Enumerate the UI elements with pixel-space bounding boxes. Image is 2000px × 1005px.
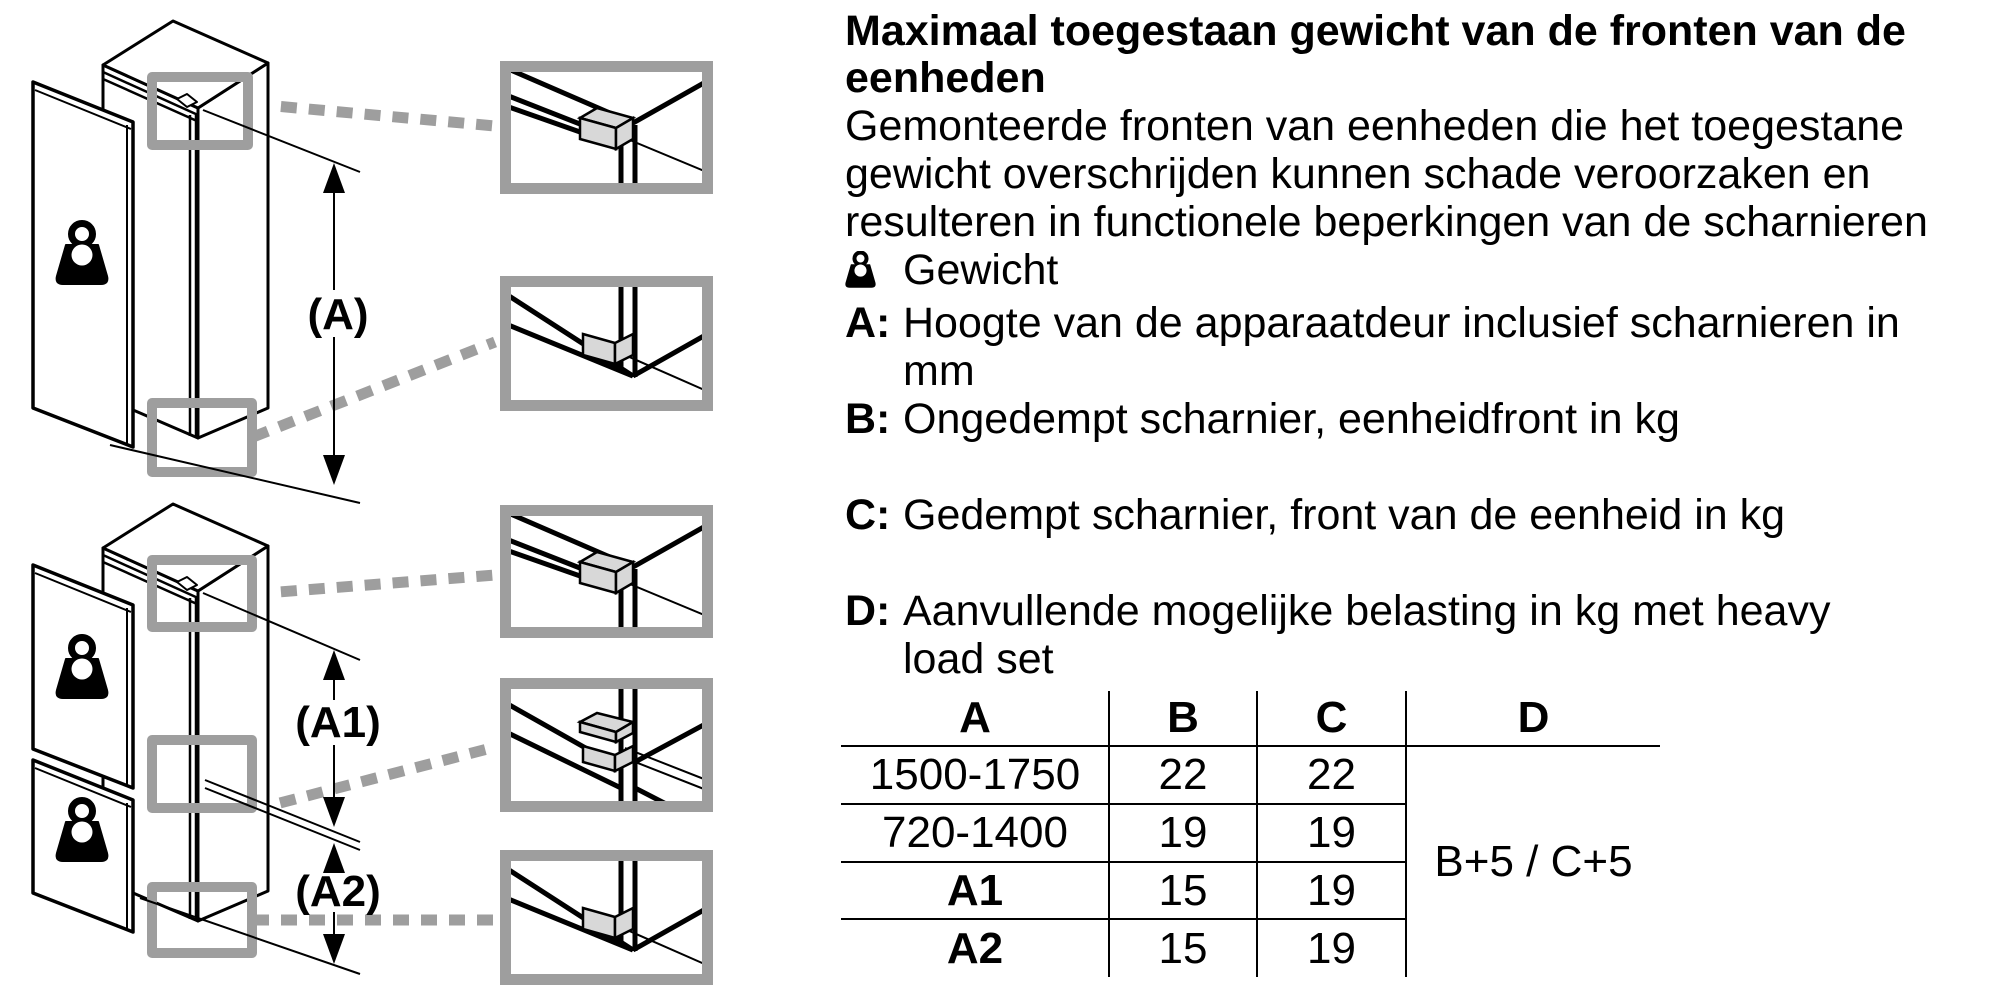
legend: [845, 246, 1970, 683]
intro-paragraph: [845, 102, 1970, 246]
fridge-combi-figure: [33, 504, 268, 953]
page-title-line1: Maximaal toegestaan gewicht van de fronten van de: [845, 7, 1906, 55]
table-cell-c2: 19: [1307, 808, 1356, 857]
legend-text-d-line1: Aanvullende mogelijke belasting in kg met heavy: [903, 587, 1831, 635]
fridge-single-figure: [33, 21, 268, 472]
legend-item-weight: [845, 246, 1970, 299]
table-cell-b4: 15: [1158, 923, 1208, 973]
table-cell-b2: 19: [1158, 808, 1208, 857]
table-cell-c1: 22: [1307, 750, 1356, 799]
legend-item-c: [845, 491, 1970, 539]
table-cell-d-merged: B+5 / C+5: [1434, 837, 1633, 886]
hinge-detail-callout-4: [506, 684, 710, 827]
hinge-detail-callout-3: [506, 511, 710, 633]
page-title-line2: eenheden: [845, 54, 1046, 102]
arrow-down-icon: [323, 455, 345, 485]
weight-icon: [845, 246, 903, 299]
page-title: [845, 8, 1970, 102]
legend-text-b: Ongedempt scharnier, eenheidfront in kg: [903, 395, 1680, 443]
legend-item-a: [845, 299, 1970, 395]
spec-table: [841, 691, 1661, 977]
table-cell-c3: 19: [1307, 865, 1356, 915]
text-column: [845, 8, 1970, 683]
table-header-c: C: [1315, 693, 1348, 742]
legend-text-a: [903, 299, 1970, 395]
arrow-down-icon: [323, 934, 345, 964]
table-cell-b1: 22: [1158, 750, 1208, 799]
legend-text-a-line2: mm: [903, 347, 975, 395]
hinge-detail-callout-1: [506, 67, 710, 189]
diagram-canvas: [0, 0, 820, 1000]
arrow-up-icon: [323, 650, 345, 680]
table-cell-a3: A1: [946, 865, 1004, 915]
intro-line2: gewicht overschrijden kunnen schade veroorzaken en: [845, 150, 1871, 198]
table-header-a: A: [959, 693, 991, 742]
table-header-d: D: [1517, 693, 1550, 742]
table-cell-a4: A2: [946, 923, 1004, 973]
legend-weight-text: Gewicht: [903, 246, 1059, 294]
legend-text-d: [903, 587, 1970, 683]
legend-label-d: D:: [845, 587, 891, 635]
table-cell-c4: 19: [1307, 923, 1356, 973]
legend-text-c: Gedempt scharnier, front van de eenheid in kg: [903, 491, 1786, 539]
table-cell-a1: 1500-1750: [869, 750, 1081, 799]
dim-label-a1: (A1): [295, 698, 381, 747]
dim-label-a2: (A2): [295, 867, 381, 916]
table-cell-a2: 720-1400: [882, 808, 1068, 857]
table-cell-b3: 15: [1158, 865, 1208, 915]
legend-label-b: B:: [845, 395, 891, 443]
legend-item-d: [845, 587, 1970, 683]
legend-text-d-line2: load set: [903, 635, 1054, 683]
furniture-front-panel-upper: [33, 565, 133, 788]
hinge-detail-callout-2: [506, 282, 710, 406]
dim-label-a: (A): [307, 290, 369, 339]
arrow-up-icon: [323, 163, 345, 193]
legend-item-b: [845, 395, 1970, 443]
arrow-down-icon: [323, 797, 345, 827]
leader-dashed-lines: [253, 104, 495, 920]
legend-label-a: A:: [845, 299, 891, 347]
table-header-b: B: [1167, 693, 1199, 742]
intro-line3: resulteren in functionele beperkingen van de scharnieren: [845, 198, 1928, 246]
intro-line1: Gemonteerde fronten van eenheden die het toegestane: [845, 102, 1905, 150]
legend-label-c: C:: [845, 491, 891, 539]
installation-diagram: [0, 0, 820, 1000]
furniture-front-panel: [33, 82, 133, 447]
hinge-detail-callout-5: [506, 856, 710, 980]
legend-text-a-line1: Hoogte van de apparaatdeur inclusief scharnieren in: [903, 299, 1900, 347]
